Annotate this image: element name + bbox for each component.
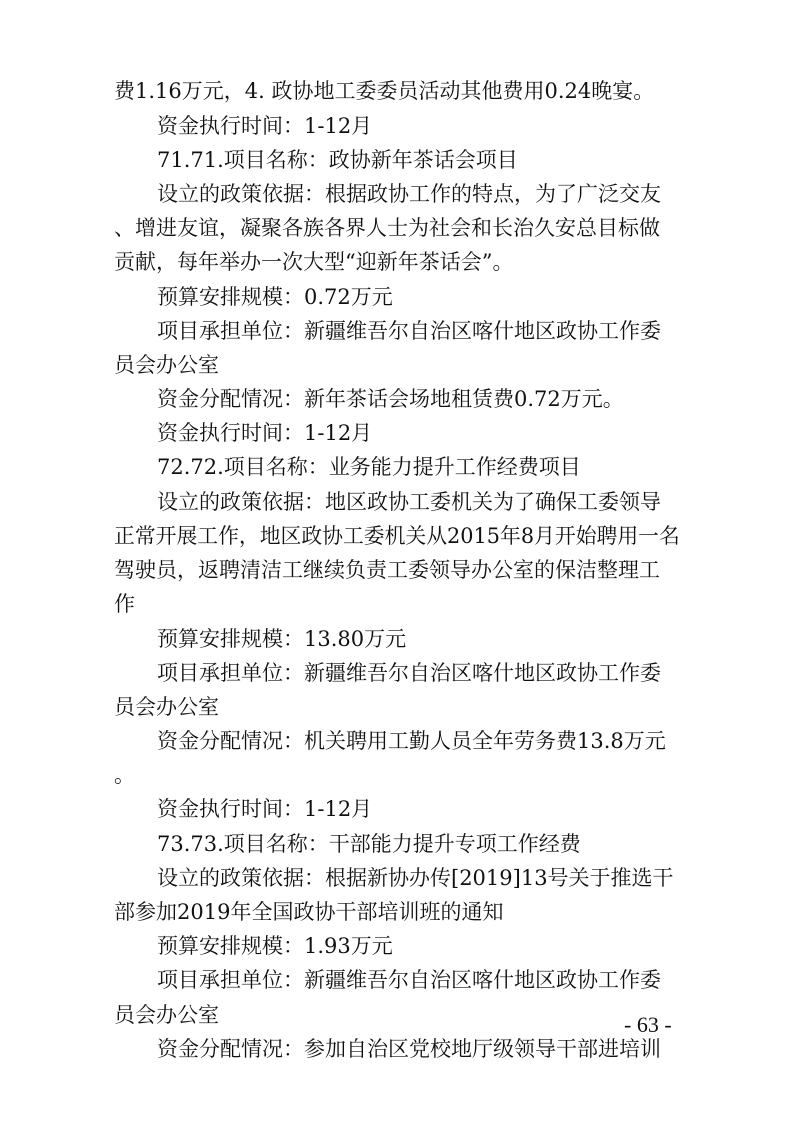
text-line: 资金分配情况：参加自治区党校地厅级领导干部进培训 <box>157 1037 661 1061</box>
text-line: 费1.16万元，4. 政协地工委委员活动其他费用0.24晚宴。 <box>114 79 655 103</box>
text-line: 。 <box>114 763 135 787</box>
text-line: 部参加2019年全国政协干部培训班的通知 <box>114 900 504 924</box>
text-line: 贡献，每年举办一次大型“迎新年茶话会”。 <box>114 250 514 274</box>
text-line: 设立的政策依据：根据新协办传[2019]13号关于推选干 <box>157 866 674 890</box>
text-line: 资金分配情况：机关聘用工勤人员全年劳务费13.8万元 <box>157 729 666 753</box>
text-line: 、增进友谊，凝聚各族各界人士为社会和长治久安总目标做 <box>114 216 660 240</box>
text-line: 资金执行时间：1-12月 <box>157 797 373 821</box>
text-line: 项目承担单位：新疆维吾尔自治区喀什地区政协工作委 <box>157 661 661 685</box>
text-line: 71.71.项目名称：政协新年茶话会项目 <box>157 148 518 172</box>
text-line: 员会办公室 <box>114 1003 219 1027</box>
text-line: 预算安排规模：13.80万元 <box>157 627 407 651</box>
text-line: 资金分配情况：新年茶话会场地租赁费0.72万元。 <box>157 387 624 411</box>
text-line: 资金执行时间：1-12月 <box>157 114 373 138</box>
text-line: 资金执行时间：1-12月 <box>157 421 373 445</box>
text-line: 72.72.项目名称：业务能力提升工作经费项目 <box>157 455 581 479</box>
text-line: 设立的政策依据：地区政协工委机关为了确保工委领导 <box>157 490 661 514</box>
text-line: 员会办公室 <box>114 695 219 719</box>
page-number: - 63 - <box>624 1012 672 1037</box>
text-line: 项目承担单位：新疆维吾尔自治区喀什地区政协工作委 <box>157 319 661 343</box>
text-line: 预算安排规模：1.93万元 <box>157 934 393 958</box>
text-line: 设立的政策依据：根据政协工作的特点，为了广泛交友 <box>157 182 661 206</box>
text-line: 预算安排规模：0.72万元 <box>157 285 393 309</box>
text-line: 作 <box>114 592 135 616</box>
text-line: 73.73.项目名称：干部能力提升专项工作经费 <box>157 832 581 856</box>
text-line: 员会办公室 <box>114 353 219 377</box>
text-line: 驾驶员，返聘清洁工继续负责工委领导办公室的保洁整理工 <box>114 558 660 582</box>
text-line: 正常开展工作，地区政协工委机关从2015年8月开始聘用一名 <box>114 524 680 548</box>
text-line: 项目承担单位：新疆维吾尔自治区喀什地区政协工作委 <box>157 968 661 992</box>
